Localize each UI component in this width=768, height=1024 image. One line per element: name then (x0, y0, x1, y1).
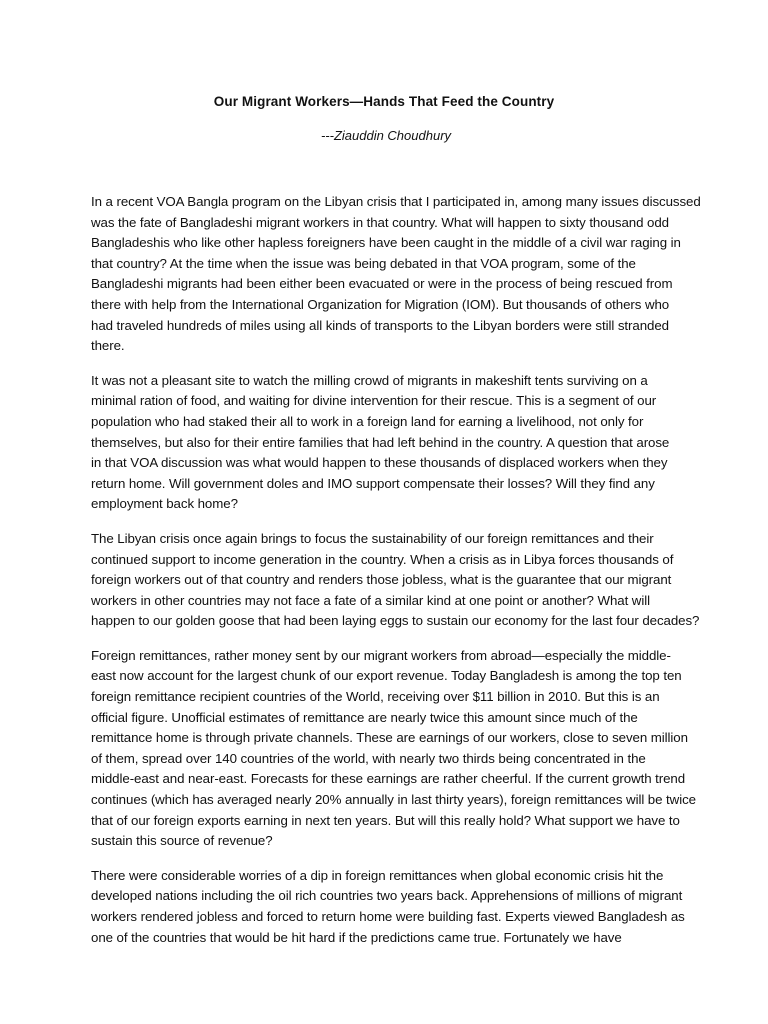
paragraph-3 (91, 529, 700, 632)
paragraph-4 (91, 646, 696, 852)
text-line: in that VOA discussion was what would happen to these thousands of displaced workers when they (91, 455, 668, 471)
text-line: that country? At the time when the issue was being debated in that VOA program, some of the (91, 255, 636, 271)
text-line: east now account for the largest chunk of our export revenue. Today Bangladesh is among the top ten (91, 668, 682, 684)
text-line: foreign workers out of that country and renders those jobless, what is the guarantee that our migrant (91, 572, 672, 588)
text-line: themselves, but also for their entire families that had left behind in the country. A question that arose (91, 434, 670, 450)
text-line: Bangladeshis who like other hapless foreigners have been caught in the middle of a civil war raging in (91, 235, 681, 251)
text-line: middle-east and near-east. Forecasts for these earnings are rather cheerful. If the current growth trend (91, 771, 686, 787)
text-line: remittance home is through private channels. These are earnings of our workers, close to seven million (91, 730, 688, 746)
text-line: one of the countries that would be hit hard if the predictions came true. Fortunately we have (91, 929, 622, 945)
text-line: It was not a pleasant site to watch the milling crowd of migrants in makeshift tents surviving on a (91, 372, 648, 388)
text-line: there. (91, 338, 125, 354)
text-line: return home. Will government doles and IMO support compensate their losses? Will they find any (91, 475, 655, 491)
text-line: employment back home? (91, 496, 238, 512)
text-line: official figure. Unofficial estimates of remittance are nearly twice this amount since much of the (91, 709, 638, 725)
text-line: minimal ration of food, and waiting for divine intervention for their rescue. This is a segment of our (91, 393, 657, 409)
text-line: population who had staked their all to work in a foreign land for earning a livelihood, not only for (91, 413, 644, 429)
text-line: There were considerable worries of a dip in foreign remittances when global economic crisis hit the (91, 867, 664, 883)
paragraph-2 (91, 371, 677, 515)
text-line: of them, spread over 140 countries of the world, with nearly two thirds being concentrated in the (91, 750, 646, 766)
paragraph-5 (91, 866, 685, 948)
text-line: had traveled hundreds of miles using all kinds of transports to the Libyan borders were still stranded (91, 317, 669, 333)
text-line: happen to our golden goose that had been laying eggs to sustain our economy for the last four decades? (91, 613, 700, 629)
text-line: was the fate of Bangladeshi migrant workers in that country. What will happen to sixty thousand odd (91, 214, 669, 230)
text-line: workers rendered jobless and forced to return home were building fast. Experts viewed Bangladesh as (91, 909, 685, 924)
text-line: Foreign remittances, rather money sent by our migrant workers from abroad—especially the middle- (91, 647, 671, 663)
text-line: developed nations including the oil rich countries two years back. Apprehensions of millions of migrant (91, 888, 683, 904)
text-line: sustain this source of revenue? (91, 833, 273, 849)
document-author: ---Ziauddin Choudhury (320, 128, 452, 143)
document-body (91, 192, 701, 962)
text-line: continues (which has averaged nearly 20% annually in last thirty years), foreign remittances will be twice (91, 792, 696, 808)
text-line: there with help from the International Organization for Migration (IOM). But thousands of others who (91, 296, 670, 312)
text-line: foreign remittance recipient countries of the World, receiving over $11 billion in 2010. But this is an (91, 689, 660, 705)
text-line: The Libyan crisis once again brings to focus the sustainability of our foreign remittances and their (91, 530, 654, 546)
paragraph-1 (91, 192, 701, 357)
text-line: continued support to income generation in the country. When a crisis as in Libya forces thousands of (91, 551, 674, 567)
text-line: that of our foreign exports earning in next ten years. But will this really hold? What support we have to (91, 812, 680, 828)
text-line: workers in other countries may not face a fate of a similar kind at one point or another? What will (91, 592, 650, 608)
text-line: Bangladeshi migrants had been either been evacuated or were in the process of being rescued from (91, 276, 673, 292)
text-line: In a recent VOA Bangla program on the Libyan crisis that I participated in, among many issues discussed (91, 194, 701, 209)
document-title: Our Migrant Workers—Hands That Feed the Country (213, 94, 555, 109)
